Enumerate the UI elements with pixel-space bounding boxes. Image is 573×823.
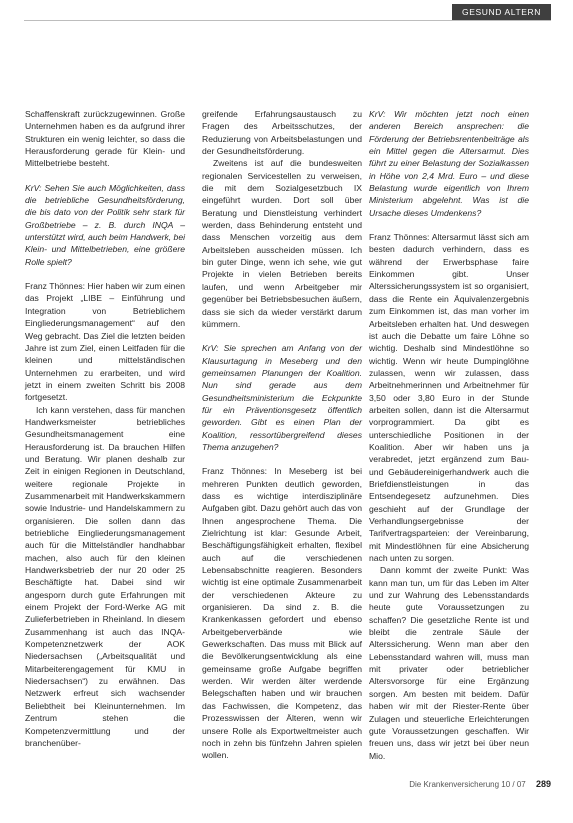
text-column-2	[202, 108, 362, 762]
paragraph: Dann kommt der zweite Punkt: Was kann man tun, um für das Leben im Alter und zur Wahrung des Lebensstandards heute gute Voraussetzungen zu schaffen? Die gesetzliche Rente ist und bleibt die zentrale Säule der Alterssicherung. Wenn man aber den Lebensstandard wahren will, muss man mit privater oder betrieblicher Altersvorsorge für eine Ergänzung sorgen. Am besten mit beidem. Dafür haben wir mit der Riester-Rente über Zulagen und steuerliche Erleichterungen gute Voraussetzungen geschaffen. Wir freuen uns, dass wir jetzt bei über neun Mio.	[369, 565, 529, 761]
interview-answer: Franz Thönnes: In Meseberg ist bei mehreren Punkten deutlich geworden, dass es wichtige interdisziplinäre Aufgaben gibt. Dazu gehört auch das von Ihnen angesprochene Thema. Die Zielrichtung ist klar: Gesunde Arbeit, Beschäftigungsfähigkeit erhalten, flexibel auch auf die verschiedenen Lebensabschnitte reagieren. Besonders wichtig ist eine optimale Zusammenarbeit der verschiedenen Akteure zu organisieren. Da sind z. B. die Krankenkassen gefordert und ebenso Arbeitgeberverbände wie Gewerkschaften. Das muss mit Blick auf die Bevölkerungsentwicklung als eine gemeinsame große Aufgabe begriffen werden. Wir werden älter werdende Belegschaften haben und wir brauchen das Fachwissen, die Kompetenz, das Prozesswissen der Älteren, wenn wir unsere Rolle als Exportweltmeister auch noch in zehn bis fünfzehn Jahren spielen wollen.	[202, 466, 362, 761]
paragraph: Schaffenskraft zurückzugewinnen. Große Unternehmen haben es da aufgrund ihrer Strukturen ein wenig leichter, so dass die Herausforderung gerade für Klein- und Mittelbetriebe besteht.	[25, 109, 185, 169]
interview-question: KrV: Sie sprechen am Anfang von der Klausurtagung in Meseberg und den gemeinsamen Planungen der Koalition. Nun sind gerade aus dem Gesundheitsministerium die Eckpunkte für ein Präventionsgesetz öffentlich geworden. Gibt es einen Plan der Koalition, ressortübergreifend dieses Thema anzugehen?	[202, 343, 362, 452]
interview-question: KrV: Sehen Sie auch Möglichkeiten, dass die betriebliche Gesundheitsförderung, die bis dato von der Politik sehr stark für Großbetriebe – z. B. durch INQA – unterstützt wird, auch beim Handwerk, bei Klein- und Mittelbetrieben, eine größere Rolle spielt?	[25, 182, 186, 267]
interview-answer: Franz Thönnes: Altersarmut lässt sich am besten dadurch verhindern, dass es während der Erwerbsphase faire Einkommen gibt. Unser Alterssicherungssystem ist so organisiert, dass die Rente ein Äquivalenzergebnis zum Einkommen ist, das man vorher im Arbeitsleben erhalten hat. Und deswegen ist auch die Debatte um faire Löhne so wichtig. Deshalb sind Mindestlöhne so wichtig. Wenn wir heute Dumpinglöhne zulassen, wenn wir zulassen, dass Arbeitnehmerinnen und Arbeitnehmer für 3,50 oder 3,80 Euro in der Stunde arbeiten sollen, dann ist die Altersarmut vorprogrammiert. Da gibt es unterschiedliche Positionen in der Koalition. Aber wir haben uns ja verabredet, jetzt ergänzend zum Bau- und Gebäudereinigerhandwerk auch die Briefdienstleistungen in das Entsendegesetz aufzunehmen. Dies geschieht auf der Grundlage der Verhandlungsergebnisse der Tarifvertragsparteien: der Vereinbarung, mit Mindestlöhnen für eine Absicherung nach unten zu sorgen.	[369, 232, 529, 564]
interview-answer: Franz Thönnes: Hier haben wir zum einen das Projekt „LIBE – Einführung und Integration von Betrieblichem Eingliederungsmanagement“ auf den Weg gebracht. Das Ziel die letzten beiden Jahre ist zum Ziel, einen Leitfaden für die kleinen und mittelständischen Unternehmen zu erarbeiten, und wird jetzt in einem zweiten Schritt bis 2008 fortgesetzt.	[25, 281, 185, 403]
interview-question: KrV: Wir möchten jetzt noch einen anderen Bereich ansprechen: die Förderung der Betriebsrentenbeiträge als ein Mittel gegen die Altersarmut. Dies führt zu einer Belastung der Sozialkassen in Höhe von 2,4 Mrd. Euro – und diese Belastung wurde eigentlich von Ihrem Ministerium abgelehnt. Was ist die Ursache dieses Umdenkens?	[369, 109, 529, 218]
page-number: 289	[535, 779, 551, 789]
paragraph: Ich kann verstehen, dass für manchen Handwerksmeister betriebliches Gesundheitsmanagement eine Herausforderung ist. Da brauchen Hilfen und Beratung. Wir planen deshalb zur Zeit in einigen Regionen in Deutschland, weitere regionale Projekte in Zusammenarbeit mit Handwerkskammern sowie Industrie- und Handelskammern zu organisieren. Die sollen dann das betriebliche Eingliederungsmanagement auch für die Mittelständler handhabbar machen, also auch für den kleinen Handwerksbetrieb der nur 20 oder 25 Beschäftigte hat. Dabei sind wir angesporn durch gute Erfahrungen mit einem Projekt der Ford-Werke AG mit Zulieferbetrieben in Rheinland. In diesem Zusammenhang ist auch das INQA-Kompetenznetzwerk der AOK Niedersachsen („Arbeitsqualität und Mitarbeiterengagement für KMU in Niedersachsen“) zu erwähnen. Das Netzwerk erfreut sich wachsender Beliebtheit bei Kleinunternehmen. Im Zentrum stehen die Kompetenzvermittlung und der branchenüber-	[25, 404, 185, 748]
header-rule	[24, 20, 551, 21]
text-column-1	[25, 108, 185, 749]
paragraph: greifende Erfahrungsaustausch zu Fragen des Arbeitsschutzes, der Reduzierung von Arbeitsbelastungen und der Gesundheitsförderung.	[202, 109, 362, 157]
paragraph: Zweitens ist auf die bundesweiten regionalen Servicestellen zu verweisen, die mit dem Sozialgesetzbuch IX eingeführt wurden. Dort soll über Beratung und Dienstleistung verhindert werden, dass Behinderung entsteht und dass Menschen vorzeitig aus dem Arbeitsleben ausscheiden müssen. Ich bin guter Dinge, wenn ich sehe, wie gut Projekte in vielen Betrieben bereits laufen, und wenn Arbeitgeber mir gegenüber bei Betriebsbesuchen äußern, dass sie sich da wieder verstärkt darum kümmern.	[202, 158, 362, 329]
journal-name: Die Krankenversicherung 10 / 07	[409, 780, 526, 789]
text-column-3	[369, 108, 529, 762]
page-footer	[409, 779, 551, 789]
section-header-tag: GESUND ALTERN	[452, 4, 551, 20]
